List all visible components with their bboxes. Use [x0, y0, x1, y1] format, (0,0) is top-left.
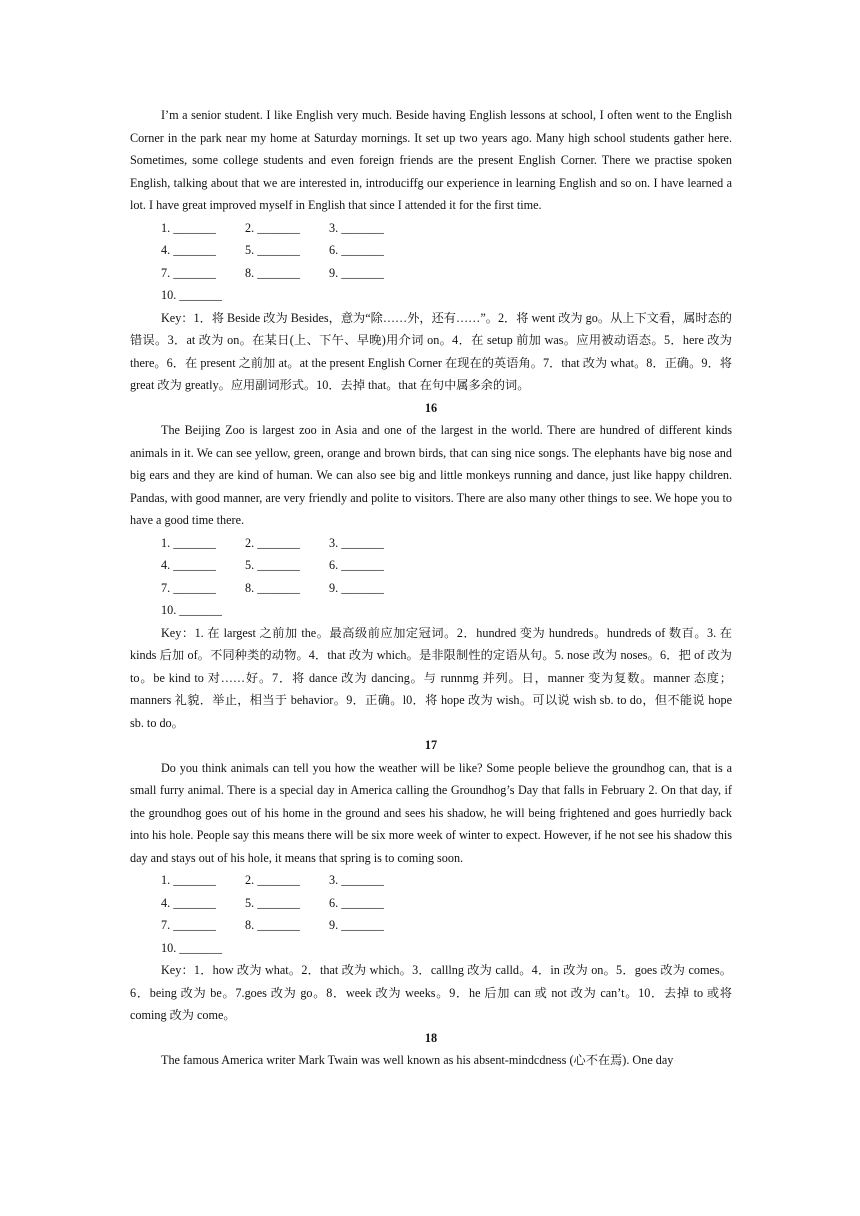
answer-blank: 2. _______ [245, 220, 300, 235]
exercise-section [130, 397, 732, 735]
exercise-section [130, 104, 732, 397]
passage-text: I’m a senior student. I like English very much. Beside having English lessons at school, I often went to the English Corner in the park near my home at Saturday mornings. It set up two years ago. Many high school students gather here. Sometimes, some college students and even foreign friends are the present English Corner. There we practise spoken English, talking about that we are interested in, introduciffg our experience in learning English and so on. I have learned a lot. I have great improved myself in English that since I attended it for the first time. [130, 108, 732, 212]
answer-blank: 9. _______ [329, 580, 384, 595]
answer-key: Key：1．how 改为 what。2．that 改为 which。3．calllng 改为 calld。4．in 改为 on。5．goes 改为 comes。6．being 改为 be。7.goes 改为 go。8．week 改为 weeks。9．he 后加 can 或 not 改为 can’t。10．去掉 to 或将 coming 改为 come。 [130, 963, 732, 1022]
answer-blank: 8. _______ [245, 265, 300, 280]
answer-blank: 10. _______ [161, 940, 222, 955]
answer-blank: 9. _______ [329, 918, 384, 932]
blank-row [161, 217, 732, 240]
answer-blank: 8. _______ [245, 580, 300, 595]
answer-blank: 6. _______ [329, 558, 384, 572]
answer-blank: 5. _______ [245, 243, 300, 257]
passage-text: Do you think animals can tell you how the weather will be like? Some people believe the groundhog can, that is a small furry animal. There is a special day in America calling the Groundhog’s Day that falls in February 2. On that day, if the groundhog goes out of his home in the ground and sees his shadow, he will being frightened and goes hurriedly back into his hole. People say this means there will be six more week of winter to expect. However, if he not see his shadow this day and stays out of his hole, it means that spring is to coming soon. [130, 760, 732, 865]
blank-row [161, 554, 732, 577]
answer-blank: 5. _______ [245, 558, 300, 572]
answer-blank: 6. _______ [329, 895, 384, 910]
blank-row [161, 284, 732, 307]
blank-row [161, 262, 732, 285]
answer-blank: 1. _______ [161, 873, 216, 887]
answer-blank: 3. _______ [329, 873, 384, 887]
blank-row [161, 577, 732, 600]
document-page [130, 104, 732, 1072]
blank-row [161, 239, 732, 262]
answer-blank: 2. _______ [245, 535, 300, 550]
answer-key: Key：1．将 Beside 改为 Besides，意为“除……外，还有……”。2．将 went 改为 go。从上下文看，属时态的错误。3．at 改为 on。在某日(上、下午、早晚)用介词 on。4．在 setup 前加 was。应用被动语态。5．here 改为 there。6．在 present 之前加 at。at the present English Corner 在现在的英语角。7．that 改为 what。8．正确。9．将 great 改为 greatly。应用副词形式。10．去掉 that。that 在句中属多余的词。 [130, 310, 732, 392]
blank-row [161, 892, 732, 915]
blank-row [161, 914, 732, 937]
answer-blank: 5. _______ [245, 895, 300, 910]
section-number: 16 [424, 400, 438, 415]
passage-text: The Beijing Zoo is largest zoo in Asia and one of the largest in the world. There are hundred of different kinds animals in it. We can see yellow, green, orange and brown birds, that can sing nice songs. The elephants have big nose and big ears and they are kind of human. We can also see big and little monkeys running and dance, just like happy children. Pandas, with good manner, are very friendly and polite to visitors. There are also many other things to see. We hope you to have a good time there. [130, 423, 732, 527]
answer-blank: 4. _______ [161, 558, 216, 572]
blank-row [161, 869, 732, 892]
answer-blank: 4. _______ [161, 243, 216, 257]
blank-row [161, 937, 732, 960]
section-number: 17 [424, 738, 438, 752]
answer-blank: 6. _______ [329, 243, 384, 257]
exercise-section [130, 734, 732, 1027]
answer-blank: 8. _______ [245, 918, 300, 932]
answer-key: Key：1. 在 largest 之前加 the。最高级前应加定冠词。2．hundred 变为 hundreds。hundreds of 数百。3. 在 kinds 后加 of。不同种类的动物。4．that 改为 which。是非限制性的定语从句。5. nose 改为 noses。6．把 of 改为 to。be kind to 对……好。7．将 dance 改为 dancing。与 runnmg 并列。日，manner 变为复数。manner 态度；manners 礼貌．举止，相当于 behavior。9．正确。l0．将 hope 改为 wish。可以说 wish sb. to do，但不能说 hope sb. to do。 [130, 625, 732, 730]
passage-text: The famous America writer Mark Twain was well known as his absent-mindcdness (心不在焉). One day [161, 1053, 674, 1067]
answer-blanks [130, 217, 732, 307]
blank-row [161, 599, 732, 622]
answer-blank: 7. _______ [161, 918, 216, 932]
answer-blank: 10. _______ [161, 603, 222, 617]
answer-blank: 1. _______ [161, 535, 216, 550]
section-number: 18 [424, 1030, 438, 1045]
blank-row [161, 532, 732, 555]
answer-blank: 7. _______ [161, 580, 216, 595]
answer-blank: 1. _______ [161, 220, 216, 235]
answer-blank: 3. _______ [329, 535, 384, 550]
exercise-section [130, 1027, 732, 1072]
answer-blank: 7. _______ [161, 265, 216, 280]
answer-blanks [130, 532, 732, 622]
answer-blank: 2. _______ [245, 873, 300, 887]
answer-blank: 4. _______ [161, 895, 216, 910]
answer-blanks [130, 869, 732, 959]
answer-blank: 3. _______ [329, 220, 384, 235]
answer-blank: 9. _______ [329, 265, 384, 280]
answer-blank: 10. _______ [161, 288, 222, 302]
